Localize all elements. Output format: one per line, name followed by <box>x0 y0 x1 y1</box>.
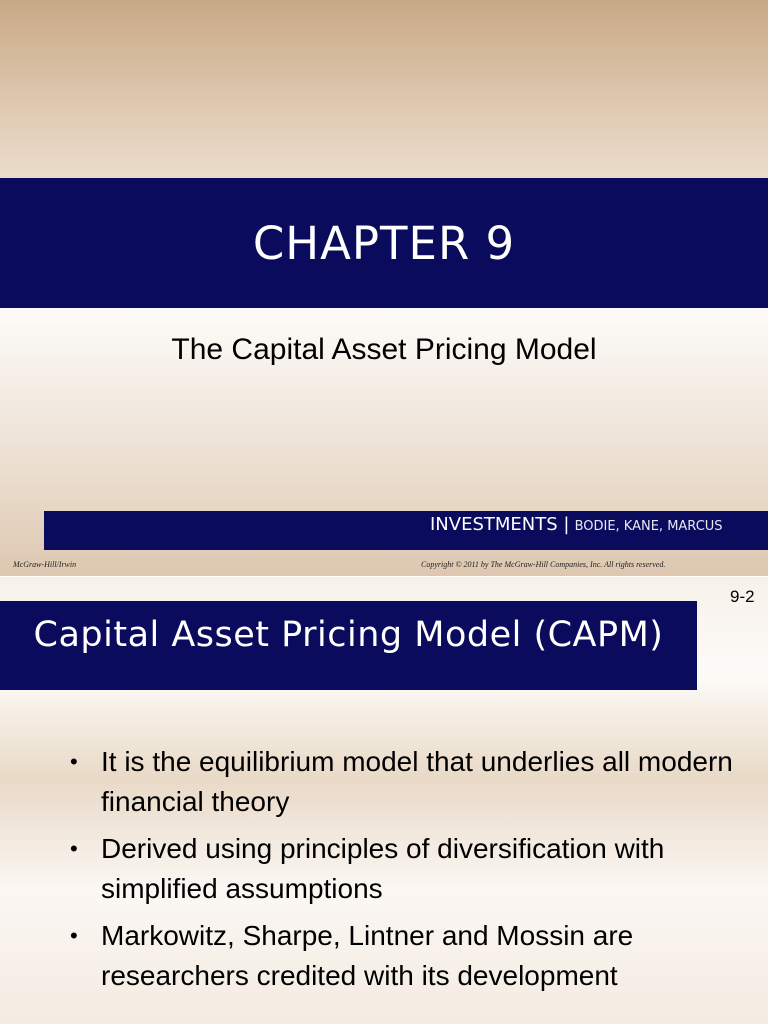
bullet-list <box>70 742 760 1003</box>
book-authors: BODIE, KANE, MARCUS <box>574 519 723 534</box>
book-title: INVESTMENTS | <box>430 514 570 535</box>
slide-number: 9-2 <box>730 587 755 606</box>
bullet-icon: • <box>70 749 78 774</box>
list-item <box>70 916 760 996</box>
chapter-title-banner <box>0 178 768 308</box>
chapter-subtitle: The Capital Asset Pricing Model <box>171 333 597 366</box>
bullet-text: It is the equilibrium model that underlies all modern financial theory <box>101 746 733 817</box>
list-item <box>70 829 760 909</box>
chapter-title: CHAPTER 9 <box>252 216 516 270</box>
bullet-icon: • <box>70 836 78 861</box>
slide-title: Capital Asset Pricing Model (CAPM) <box>33 615 664 655</box>
list-item <box>70 742 760 822</box>
copyright-footer: Copyright © 2011 by The McGraw-Hill Companies, Inc. All rights reserved. <box>421 560 666 569</box>
bullet-text: Derived using principles of diversification with simplified assumptions <box>101 833 665 904</box>
bullet-text: Markowitz, Sharpe, Lintner and Mossin are researchers credited with its development <box>101 920 634 991</box>
bullet-icon: • <box>70 923 78 948</box>
book-title-block <box>430 514 760 535</box>
slide-capm <box>0 577 768 1024</box>
publisher-footer: McGraw-Hill/Irwin <box>13 560 77 569</box>
